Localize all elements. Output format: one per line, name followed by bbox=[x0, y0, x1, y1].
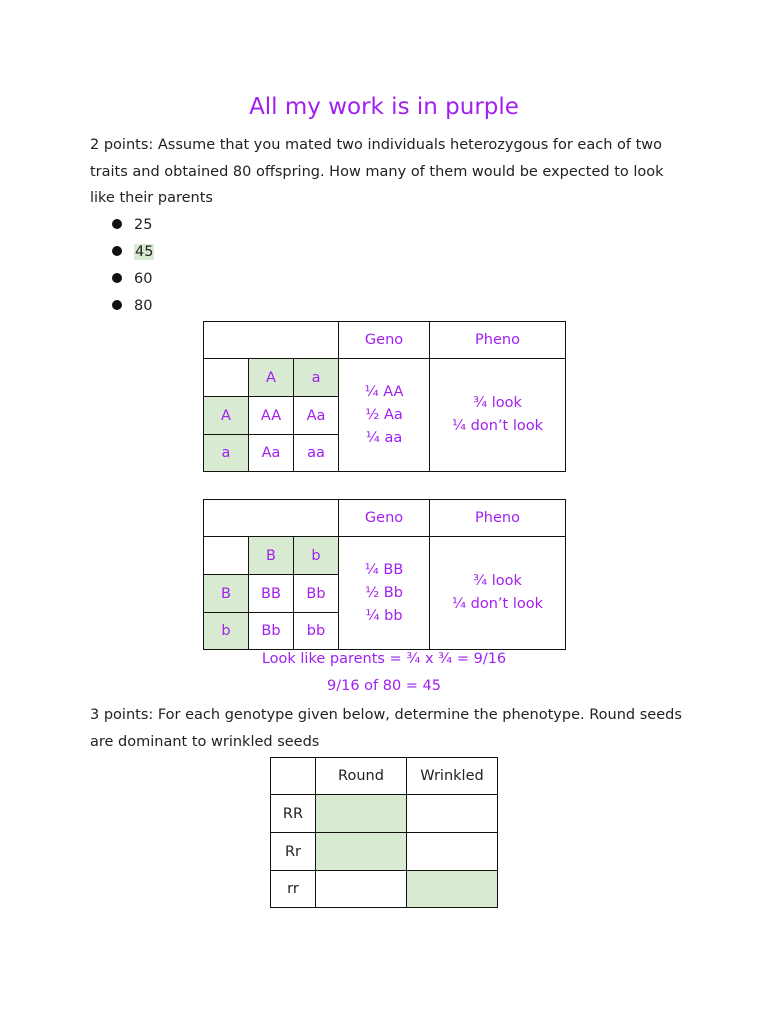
punnett-cell: bb bbox=[294, 613, 339, 650]
geno-ratio-2: ½ Aa bbox=[365, 406, 403, 423]
punnett-cell: Aa bbox=[249, 435, 294, 472]
wrinkled-header: Wrinkled bbox=[407, 758, 498, 795]
empty-header-cell bbox=[204, 322, 339, 359]
pheno-header: Pheno bbox=[430, 322, 566, 359]
pheno-ratio-2: ¼ don’t look bbox=[452, 418, 544, 434]
allele-row-1: A bbox=[204, 397, 249, 435]
geno-ratio-1: ¼ AA bbox=[364, 383, 404, 400]
genotype-label: rr bbox=[271, 871, 316, 908]
wrinkled-cell-marked bbox=[407, 871, 498, 908]
corner-cell bbox=[204, 359, 249, 397]
wrinkled-cell bbox=[407, 833, 498, 871]
punnett-cell: AA bbox=[249, 397, 294, 435]
round-cell-marked bbox=[316, 795, 407, 833]
phenotype-ratios bbox=[430, 359, 566, 472]
punnett-table-b bbox=[203, 499, 566, 650]
punnett-cell: BB bbox=[249, 575, 294, 613]
punnett-cell: Bb bbox=[294, 575, 339, 613]
genotype-ratios bbox=[339, 359, 430, 472]
geno-header: Geno bbox=[339, 500, 430, 537]
round-cell bbox=[316, 871, 407, 908]
option-label: 80 bbox=[134, 298, 153, 314]
allele-col-2: a bbox=[294, 359, 339, 397]
punnett-table-a bbox=[203, 321, 566, 472]
option-label: 60 bbox=[134, 271, 153, 287]
bullet-icon bbox=[112, 300, 122, 310]
geno-ratio-3: ¼ aa bbox=[365, 429, 403, 446]
option-label: 25 bbox=[134, 217, 153, 233]
phenotype-table bbox=[270, 757, 498, 908]
round-header: Round bbox=[316, 758, 407, 795]
bullet-icon bbox=[112, 273, 122, 283]
pheno-ratio-1: ¾ look bbox=[473, 573, 522, 589]
genotype-ratios bbox=[339, 537, 430, 650]
geno-header: Geno bbox=[339, 322, 430, 359]
allele-col-1: B bbox=[249, 537, 294, 575]
option-25 bbox=[112, 214, 152, 236]
pheno-header: Pheno bbox=[430, 500, 566, 537]
allele-row-2: a bbox=[204, 435, 249, 472]
option-45 bbox=[112, 241, 154, 263]
work-line-2: 9/16 of 80 = 45 bbox=[326, 678, 442, 694]
page-title: All my work is in purple bbox=[249, 94, 519, 120]
geno-ratio-3: ¼ bb bbox=[365, 607, 403, 624]
allele-row-2: b bbox=[204, 613, 249, 650]
pheno-ratio-2: ¼ don’t look bbox=[452, 596, 544, 612]
question-2-text: 3 points: For each genotype given below, determine the phenotype. Round seeds are dominant to wrinkled seeds bbox=[90, 707, 682, 750]
option-80 bbox=[112, 295, 152, 317]
option-label-highlighted: 45 bbox=[135, 244, 154, 260]
wrinkled-cell bbox=[407, 795, 498, 833]
allele-col-1: A bbox=[249, 359, 294, 397]
phenotype-ratios bbox=[430, 537, 566, 650]
empty-header-cell bbox=[204, 500, 339, 537]
geno-ratio-1: ¼ BB bbox=[364, 561, 404, 578]
bullet-icon bbox=[112, 246, 122, 256]
option-60 bbox=[112, 268, 152, 290]
corner-cell bbox=[204, 537, 249, 575]
punnett-cell: Aa bbox=[294, 397, 339, 435]
allele-col-2: b bbox=[294, 537, 339, 575]
geno-ratio-2: ½ Bb bbox=[365, 584, 403, 601]
round-cell-marked bbox=[316, 833, 407, 871]
genotype-label: Rr bbox=[271, 833, 316, 871]
bullet-icon bbox=[112, 219, 122, 229]
punnett-cell: aa bbox=[294, 435, 339, 472]
pheno-ratio-1: ¾ look bbox=[473, 395, 522, 411]
punnett-cell: Bb bbox=[249, 613, 294, 650]
question-1-text: 2 points: Assume that you mated two individuals heterozygous for each of two traits and obtained 80 offspring. How many of them would be expected to look like their parents bbox=[90, 137, 664, 206]
genotype-label: RR bbox=[271, 795, 316, 833]
allele-row-1: B bbox=[204, 575, 249, 613]
corner-cell bbox=[271, 758, 316, 795]
work-line-1: Look like parents = ¾ x ¾ = 9/16 bbox=[261, 651, 507, 667]
